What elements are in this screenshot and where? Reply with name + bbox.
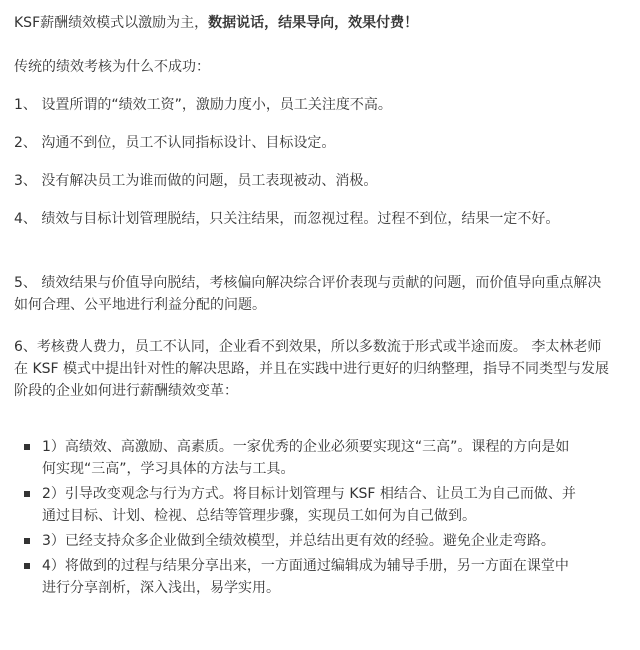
list-item bbox=[14, 483, 580, 527]
list-item bbox=[14, 555, 580, 599]
reason-item-3: 3、 没有解决员工为谁而做的问题，员工表现被动、消极。 bbox=[14, 173, 378, 189]
reason-item-6: 6、考核费人费力，员工不认同，企业看不到效果，所以多数流于形式或半途而废。 李太林老师在 KSF 模式中提出针对性的解决思路，并且在实践中进行更好的归纳整理，指导不同类型与发展阶段的企业如何进行薪酬绩效变革： bbox=[14, 339, 610, 399]
headline-intro: KSF薪酬绩效模式以激励为主， bbox=[14, 15, 209, 31]
bullet-icon bbox=[24, 491, 30, 497]
bullet-icon bbox=[24, 444, 30, 450]
headline bbox=[14, 12, 612, 34]
list-item bbox=[14, 436, 580, 480]
list-item-text: 4）将做到的过程与结果分享出来，一方面通过编辑成为辅导手册，另一方面在课堂中进行分享剖析，深入浅出，易学实用。 bbox=[42, 558, 569, 596]
headline-bold: 数据说话，结果导向，效果付费！ bbox=[208, 15, 419, 31]
reason-item-2: 2、 沟通不到位，员工不认同指标设计、目标设定。 bbox=[14, 135, 336, 151]
reason-item-1: 1、 设置所谓的“绩效工资”，激励力度小，员工关注度不高。 bbox=[14, 97, 392, 113]
list-item bbox=[14, 530, 580, 552]
section-question: 传统的绩效考核为什么不成功： bbox=[14, 59, 210, 75]
bullet-icon bbox=[24, 538, 30, 544]
list-item-text: 1）高绩效、高激励、高素质。一家优秀的企业必须要实现这“三高”。课程的方向是如何实现“三高”，学习具体的方法与工具。 bbox=[42, 439, 570, 477]
bullet-icon bbox=[24, 563, 30, 569]
reason-item-5: 5、 绩效结果与价值导向脱结，考核偏向解决综合评价表现与贡献的问题，而价值导向重点解决如何合理、公平地进行利益分配的问题。 bbox=[14, 275, 602, 313]
list-item-text: 2）引导改变观念与行为方式。将目标计划管理与 KSF 相结合、让员工为自己而做、并通过目标、计划、检视、总结等管理步骤，实现员工如何为自己做到。 bbox=[42, 486, 576, 524]
list-item-text: 3）已经支持众多企业做到全绩效模型，并总结出更有效的经验。避免企业走弯路。 bbox=[42, 533, 555, 549]
solution-list bbox=[14, 436, 580, 602]
reason-item-4: 4、 绩效与目标计划管理脱结，只关注结果，而忽视过程。过程不到位，结果一定不好。 bbox=[14, 211, 560, 227]
